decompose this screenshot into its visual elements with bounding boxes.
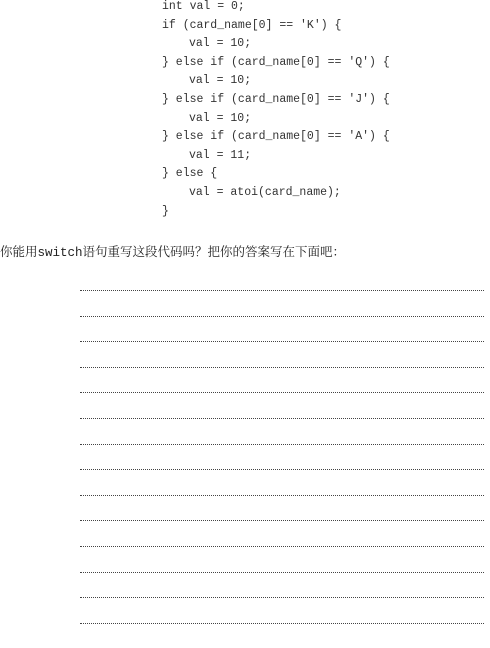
code-line: val = 10;	[189, 74, 252, 88]
code-line: } else if (card_name[0] == 'J') {	[162, 92, 390, 106]
code-line: } else if (card_name[0] == 'Q') {	[162, 55, 390, 69]
question-keyword: switch	[37, 246, 83, 260]
answer-line[interactable]	[80, 520, 484, 521]
answer-line[interactable]	[80, 341, 484, 342]
answer-lines	[80, 290, 484, 648]
answer-line[interactable]	[80, 367, 484, 368]
answer-line[interactable]	[80, 495, 484, 496]
code-line: }	[162, 204, 169, 218]
answer-line[interactable]	[80, 392, 484, 393]
question-prefix: 你能用	[0, 244, 38, 259]
code-line: } else {	[162, 167, 218, 181]
answer-line[interactable]	[80, 290, 484, 291]
answer-line[interactable]	[80, 546, 484, 547]
answer-line[interactable]	[80, 623, 484, 624]
code-line: } else if (card_name[0] == 'A') {	[162, 130, 390, 144]
code-line: if (card_name[0] == 'K') {	[162, 18, 342, 32]
code-line: val = 11;	[189, 148, 252, 162]
answer-line[interactable]	[80, 469, 484, 470]
code-line: val = 10;	[189, 37, 252, 51]
answer-line[interactable]	[80, 316, 484, 317]
answer-line[interactable]	[80, 418, 484, 419]
question-text	[0, 243, 345, 262]
code-line: val = 10;	[189, 111, 252, 125]
answer-line[interactable]	[80, 572, 484, 573]
code-block	[162, 0, 390, 221]
code-line: int val = 0;	[162, 0, 245, 13]
code-line: val = atoi(card_name);	[189, 185, 341, 199]
question-suffix: 语句重写这段代码吗？把你的答案写在下面吧：	[82, 244, 346, 259]
answer-line[interactable]	[80, 444, 484, 445]
answer-line[interactable]	[80, 597, 484, 598]
